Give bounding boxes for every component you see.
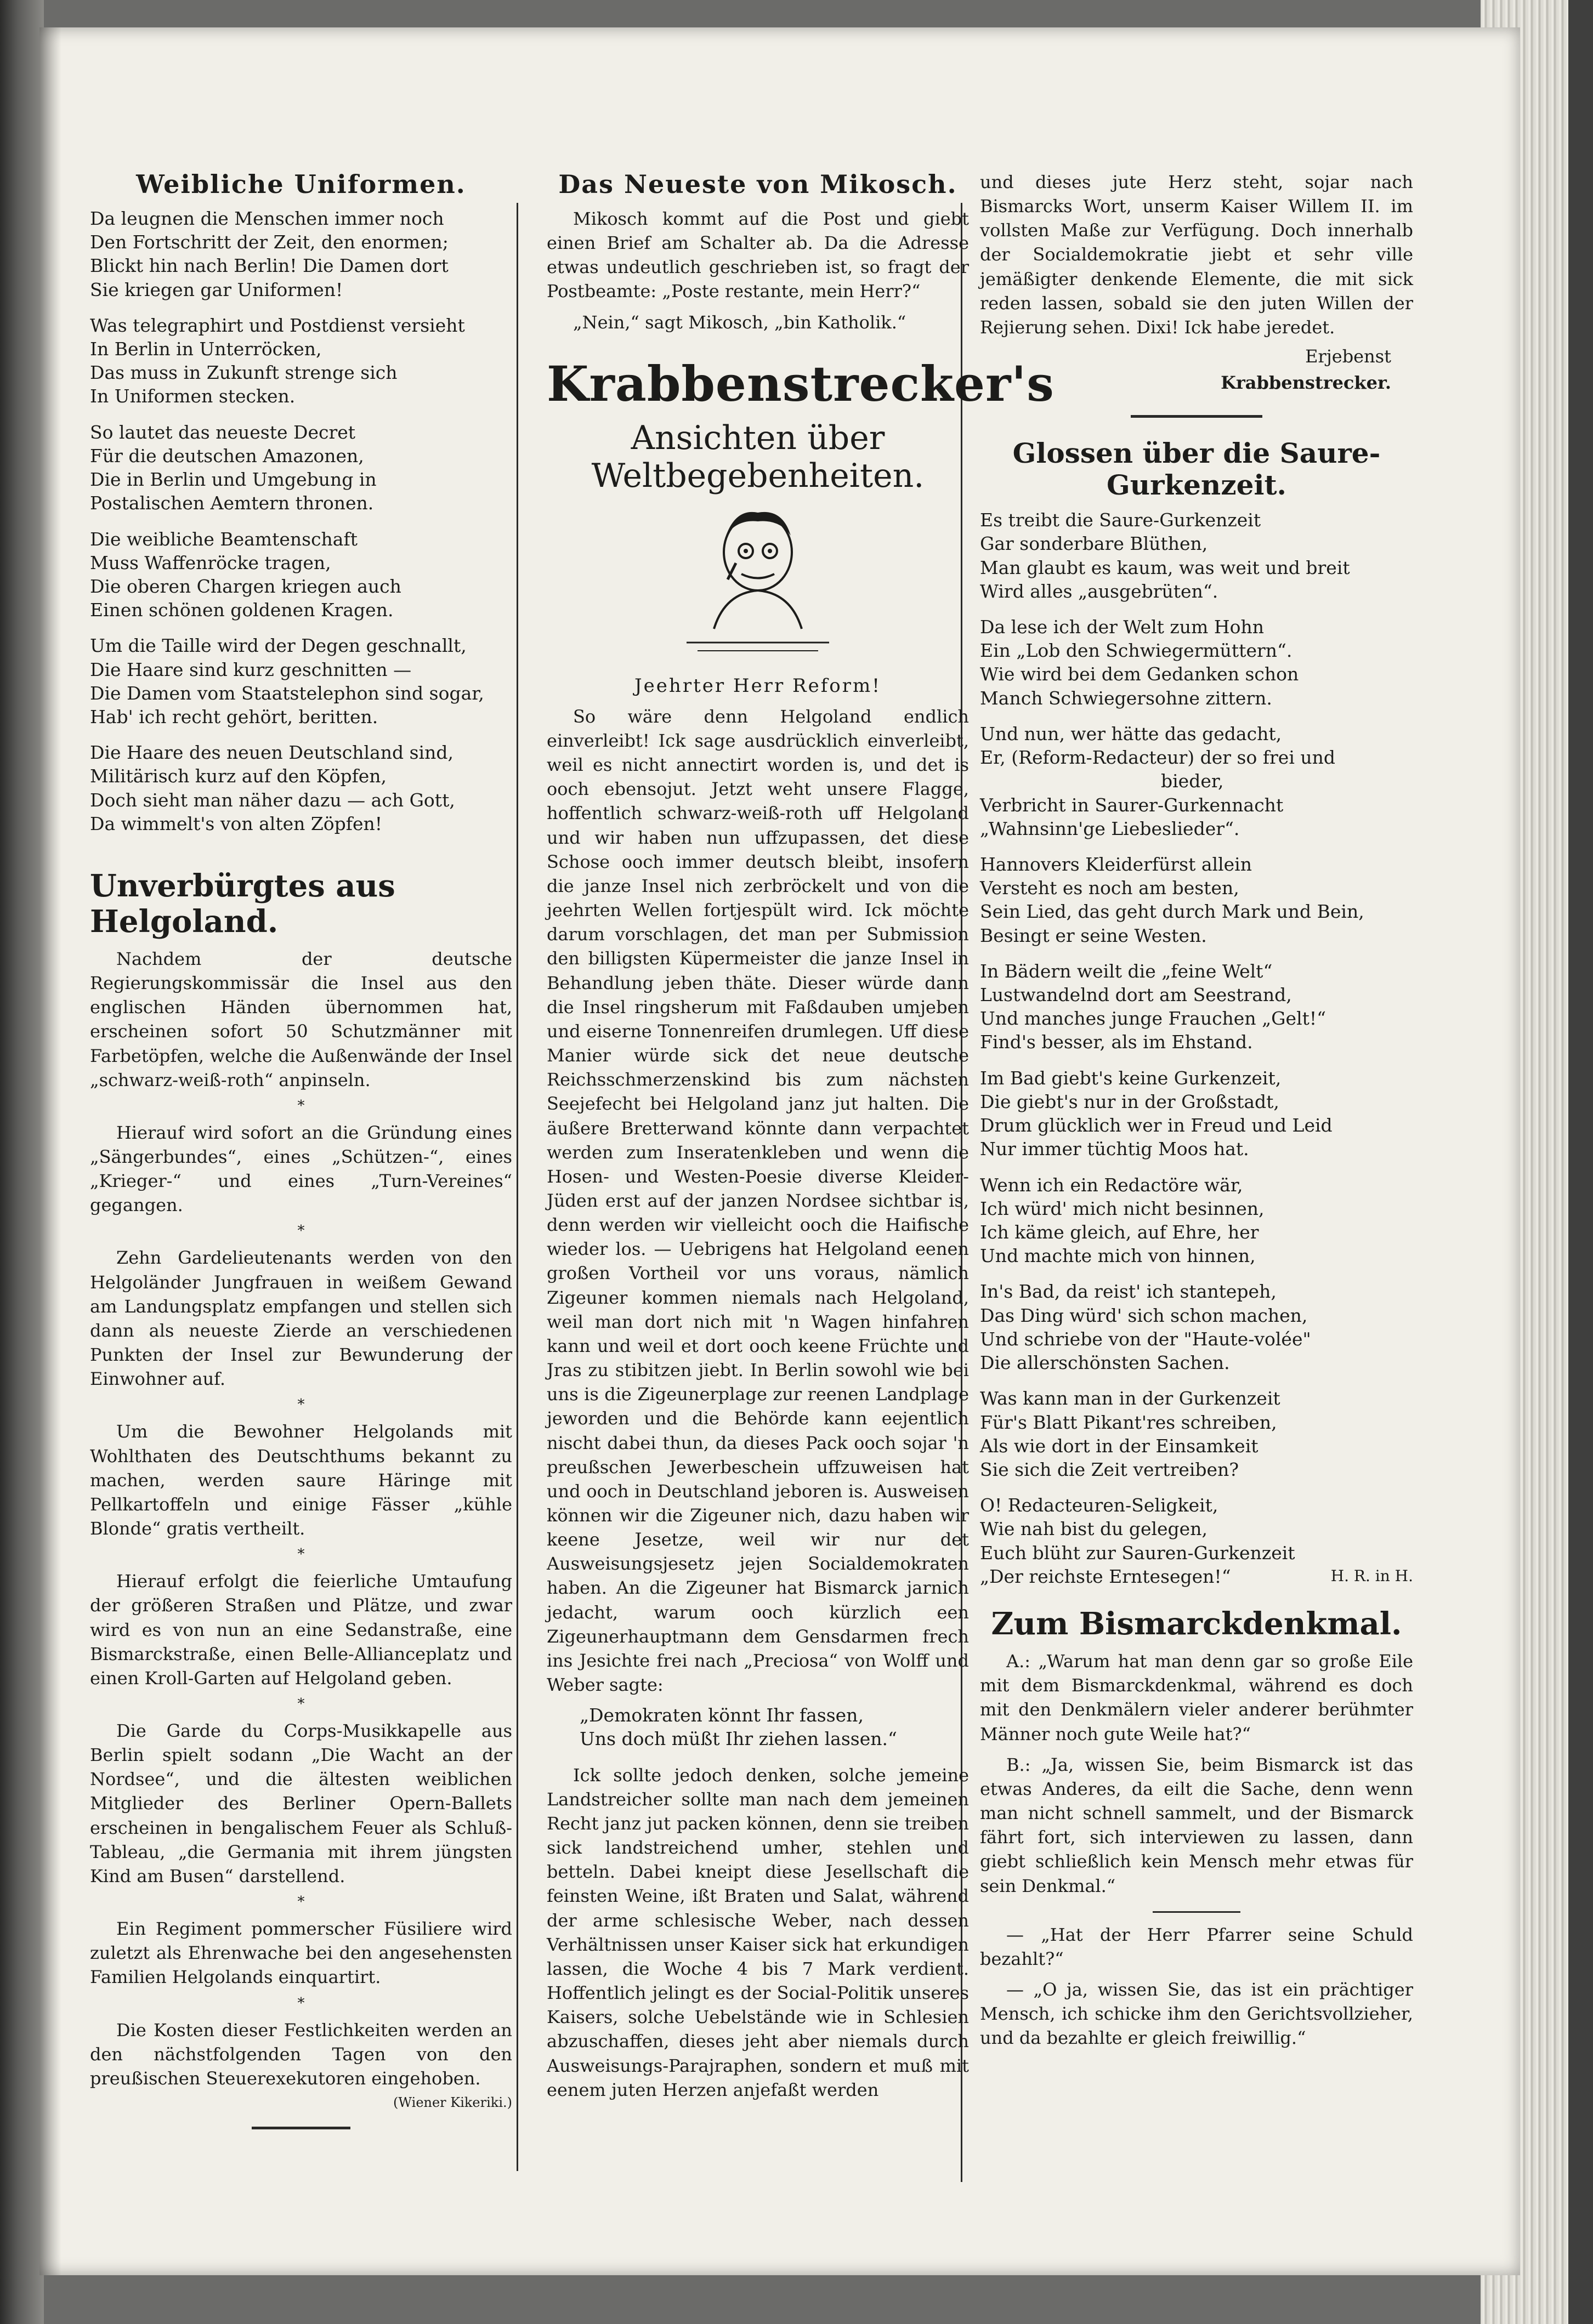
poem-stanza: [90, 527, 512, 622]
poem-line: Den Fortschritt der Zeit, den enormen;: [90, 231, 449, 253]
poem-line: Da wimmelt's von alten Zöpfen!: [90, 812, 383, 834]
poem-line: Er, (Reform-Redacteur) der so frei und: [980, 747, 1336, 769]
column-2: [547, 169, 1055, 2109]
poem-line: Hannovers Kleiderfürst allein: [980, 853, 1252, 875]
poem-line: Doch sieht man näher dazu — ach Gott,: [90, 789, 455, 811]
poem-line: Manch Schwiegersohne zittern.: [980, 687, 1272, 709]
poem-line: Verbricht in Saurer-Gurkennacht: [980, 794, 1284, 816]
helgoland-article: [90, 947, 512, 2090]
poem-stanza: [980, 1280, 1413, 1374]
letter-paragraph: Ick sollte jedoch denken, solche jemeine Landstreicher sollte man nach dem jemeinen Recht janz jut packen können, denn sie treiben sick landstreichend umher, stehlen und betteln. Dabei kneipt diese Jesellschaft die feinsten Weine, ißt Braten und Salat, während der arme schlesische Weber, nach dessen Verhältnissen unser Kaiser sick hat erkundigen lassen, die Woche 4 bis 7 Mark verdient. Hoffentlich jelingt es der Social-Politik unseres Kaisers, solche Uebelstände wie in Schlesien abzuschaffen, dieses jeht aber niemals durch Ausweisungs-Parajraphen, sondern et muß mit eenem juten Herzen anjefaßt werden: [547, 1764, 969, 2100]
letter-continuation: und dieses jute Herz steht, sojar nach Bismarcks Wort, unserm Kaiser Willem II. im vollsten Maße zur Verfügung. Doch innerhalb der Socialdemokratie jiebt et sehr ville jemäßigter denkende Elemente, die mit sick reden lassen, sobald sie den juten Willen der Rejierung sehen. Dixi! Ick habe jeredet.: [980, 172, 1413, 338]
poem-line: Es treibt die Saure-Gurkenzeit: [980, 509, 1261, 531]
poem-line: Militärisch kurz auf den Köpfen,: [90, 765, 387, 787]
poem-line: Ich käme gleich, auf Ehre, her: [980, 1221, 1259, 1243]
poem-line: Die giebt's nur in der Großstadt,: [980, 1090, 1279, 1112]
poem-line: Wird alles „ausgebrüten“.: [980, 580, 1218, 602]
divider-rule: [1153, 1911, 1240, 1913]
poem-line: Als wie dort in der Einsamkeit: [980, 1435, 1258, 1457]
poem-line: „Wahnsinn'ge Liebeslieder“.: [980, 817, 1240, 839]
bismarck-article: [980, 1649, 1413, 2050]
section-asterisk: *: [297, 1995, 305, 2012]
article-paragraph: Mikosch kommt auf die Post und giebt einen Brief am Schalter ab. Da die Adresse etwas undeutlich geschrieben ist, so fragt der Postbeamte: „Poste restante, mein Herr?“: [547, 208, 969, 302]
poem-line: Sie sich die Zeit vertreiben?: [980, 1458, 1239, 1480]
article-paragraph: „Nein,“ sagt Mikosch, „bin Katholik.“: [573, 311, 906, 333]
krabben-letter: [547, 704, 969, 2102]
article-paragraph: Zehn Gardelieutenants werden von den Helgoländer Jungfrauen in weißem Gewand am Landungsplatz empfangen und stellen sich dann als neueste Zierde an verschiedenen Punkten der Insel zur Bewunderung der Einwohner auf.: [90, 1247, 512, 1390]
dialog-paragraph: — „O ja, wissen Sie, das ist ein prächtiger Mensch, ich schicke ihm den Gerichtsvollzieher, und da bezahlte er gleich freiwillig.“: [980, 1979, 1413, 2049]
poem-line: Die Haare des neuen Deutschland sind,: [90, 742, 453, 764]
poem-stanza: [90, 207, 512, 302]
poem-line: Einen schönen goldenen Kragen.: [90, 599, 394, 621]
poem-line: Besingt er seine Westen.: [980, 924, 1207, 946]
poem-line: Und nun, wer hätte das gedacht,: [980, 723, 1282, 745]
letter-paragraph: So wäre denn Helgoland endlich einverleibt! Ick sage ausdrücklich einverleibt, weil es nicht annectirt worden is, und det is ooch ebensojut. Jetzt weht unsere Flagge, hoffentlich schwarz-weiß-roth uff Helgoland und wir haben nun uffzupassen, det diese Schose ooch immer deutsch bleibt, insofern die janze Insel nich zerbröckelt und von die jeehrten Wellen fortjespült wird. Ick möchte darum vorschlagen, det man per Submission den billigsten Küpermeister die janze Insel in Behandlung jeben thäte. Dieser würde dann die Insel ringsherum mit Faßdauben umjeben und eiserne Tonnenreifen drumlegen. Uff diese Manier würde sick det neue deutsche Reichsschmerzenskind bis zum nächsten Seejefecht bei Helgoland janz jut halten. Die äußere Bretterwand könnte dann verpachtet werden zum Inseratenkleben und wenn die Hosen- und Westen-Poesie diverse Kleider-Jüden erst auf der janzen Nordsee sichtbar is, denn werden wir vielleicht ooch die Haifische wieder los. — Uebrigens hat Helgoland eenen großen Vortheil vor uns voraus, nämlich Zigeuner kommen niemals nach Helgoland, weil man dort nich mit 'n Wagen hinfahren kann und weil et dort ooch keene Früchte und Jras zu stibitzen jiebt. In Berlin sowohl wie bei uns is die Zigeunerplage zur reenen Landplage jeworden und die Behörde kann eejentlich nischt dabei thun, da dieses Pack ooch sojar 'n preußschen Jewerbeschein uffzuweisen hat und ooch in Deutschland jeboren is. Ausweisen können wir die Zigeuner nich, dazu haben wir keene Jesetze, weil wir nur det Ausweisungsjesetz jejen Socialdemokraten haben. An die Zigeuner hat Bismarck jarnich jedacht, warum ooch kürzlich een Zigeunerhauptmann dem Gensdarmen frech ins Jesichte frei nach „Preciosa“ von Wolff und Weber sagte:: [547, 706, 969, 1696]
poem-line: Im Bad giebt's keine Gurkenzeit,: [980, 1067, 1282, 1089]
section-asterisk: *: [297, 1894, 305, 1911]
poem-line: Die allerschönsten Sachen.: [980, 1352, 1230, 1374]
article-paragraph: Die Kosten dieser Festlichkeiten werden an den nächstfolgenden Tagen von den preußischen Steuerexekutoren eingehoben.: [90, 2019, 512, 2089]
article-paragraph: Die Garde du Corps-Musikkapelle aus Berlin spielt sodann „Die Wacht an der Nordsee“, und die ältesten weiblichen Mitglieder des Berliner Opern-Ballets erscheinen in bengalischem Feuer als Schluß-Tableau, „die Germania mit ihrem jüngsten Kind am Busen“ darstellend.: [90, 1720, 512, 1887]
source-credit: (Wiener Kikeriki.): [393, 2095, 512, 2111]
article-paragraph: Ein Regiment pommerscher Füsiliere wird zuletzt als Ehrenwache bei den angesehensten Familien Helgolands einquartirt.: [90, 1918, 512, 1988]
poem-line: Die oberen Chargen kriegen auch: [90, 575, 401, 597]
poem-line: Wie nah bist du gelegen,: [980, 1518, 1207, 1540]
poem-line: Da lese ich der Welt zum Hohn: [980, 616, 1264, 638]
poem-line: So lautet das neueste Decret: [90, 421, 356, 443]
poem-line: Wie wird bei dem Gedanken schon: [980, 663, 1299, 685]
krabben-title: Krabbenstrecker's: [547, 355, 1055, 412]
poem-stanza: [980, 1493, 1413, 1587]
poem-line: Hab' ich recht gehört, beritten.: [90, 706, 378, 728]
caricature-illustration: [676, 503, 840, 662]
poem-line: In Uniformen stecken.: [90, 385, 296, 407]
section-asterisk: *: [297, 1396, 305, 1413]
article-paragraph: B.: „Ja, wissen Sie, beim Bismarck ist das etwas Anderes, da eilt die Sache, denn wenn man nicht schnell sammelt, und der Bismarck fährt fort, sich interviewen zu lassen, dann giebt schließlich kein Mensch mehr etwas für sein Denkmal.“: [980, 1754, 1413, 1896]
poem-stanza: [980, 1387, 1413, 1481]
poem-stanza: [90, 741, 512, 836]
poem-stanza: [980, 959, 1413, 1054]
divider-rule: [1131, 415, 1262, 418]
column-3: [980, 170, 1413, 2056]
glossen-poem: [980, 508, 1413, 1587]
poem-line: O! Redacteuren-Seligkeit,: [980, 1495, 1218, 1516]
poem-line: Die Damen vom Staatstelephon sind sogar,: [90, 682, 484, 704]
poem-line: Gar sonderbare Blüthen,: [980, 533, 1208, 555]
poem-line: Find's besser, als im Ehstand.: [980, 1031, 1253, 1053]
article-paragraph: Nachdem der deutsche Regierungskommissär die Insel aus den englischen Händen übernommen hat, erscheinen sofort 50 Schutzmänner mit Farbetöpfen, welche die Außenwände der Insel „schwarz-weiß-roth“ anpinseln.: [90, 948, 512, 1090]
poem-stanza: [980, 722, 1413, 840]
poem-line: In Berlin in Unterröcken,: [90, 338, 322, 360]
section-asterisk: *: [297, 1223, 305, 1240]
poem-line: bieder,: [1161, 770, 1224, 792]
poem-line: Versteht es noch am besten,: [980, 877, 1239, 899]
poem-stanza: [980, 1173, 1413, 1268]
poem-line: Das muss in Zukunft strenge sich: [90, 362, 398, 384]
bismarck-title: Zum Bismarckdenkmal.: [991, 1605, 1402, 1642]
poem-stanza: [980, 1066, 1413, 1161]
section-asterisk: *: [297, 1097, 305, 1114]
poem-line: Ein „Lob den Schwiegermüttern“.: [980, 640, 1292, 662]
poem-line: Für's Blatt Pikant'res schreiben,: [980, 1411, 1277, 1433]
poem-line: Blickt hin nach Berlin! Die Damen dort: [90, 255, 449, 277]
poem-line: Drum glücklich wer in Freud und Leid: [980, 1115, 1333, 1137]
poem-line: Und manches junge Frauchen „Gelt!“: [980, 1008, 1326, 1030]
poem-line: Lustwandelnd dort am Seestrand,: [980, 984, 1292, 1006]
helgoland-title: Unverbürgtes aus Helgoland.: [90, 868, 395, 940]
scan-right-border: [1568, 0, 1593, 2324]
verse-quote: [547, 1703, 969, 1751]
mikosch-article: [547, 207, 969, 334]
section-asterisk: *: [297, 1695, 305, 1712]
column-rule-1: [517, 203, 518, 2171]
poem-line: Euch blüht zur Sauren-Gurkenzeit: [980, 1542, 1295, 1564]
poem-line: Und schriebe von der "Haute-volée": [980, 1328, 1311, 1350]
column-1: [90, 170, 512, 2149]
krabben-subtitle: Ansichten über Weltbegebenheiten.: [591, 418, 925, 495]
poem-line: Da leugnen die Menschen immer noch: [90, 207, 444, 229]
poem-line: Sein Lied, das geht durch Mark und Bein,: [980, 901, 1364, 923]
poem-stanza: [980, 615, 1413, 710]
newspaper-page: [39, 27, 1520, 2275]
section-asterisk: *: [297, 1546, 305, 1563]
uniformen-poem: [90, 207, 512, 836]
poem-stanza: [90, 634, 512, 729]
mikosch-title: Das Neueste von Mikosch.: [558, 169, 957, 199]
poem-stanza: [980, 508, 1413, 603]
poem-line: Die in Berlin und Umgebung in: [90, 469, 377, 491]
poem-line: In Bädern weilt die „feine Welt“: [980, 960, 1273, 982]
poem-line: Die weibliche Beamtenschaft: [90, 528, 358, 550]
dialog-paragraph: — „Hat der Herr Pfarrer seine Schuld bezahlt?“: [980, 1924, 1413, 1969]
poem-stanza: [980, 853, 1413, 947]
poem-line: Sie kriegen gar Uniformen!: [90, 279, 343, 300]
glossen-title: Glossen über die Saure-Gurkenzeit.: [1012, 437, 1381, 501]
poem-line: Postalischen Aemtern thronen.: [90, 492, 374, 514]
poem-line: Muss Waffenröcke tragen,: [90, 552, 331, 573]
poem-initials: H. R. in H.: [1330, 1567, 1413, 1586]
quote-line: „Demokraten könnt Ihr fassen,: [580, 1704, 864, 1726]
letter-signature: Krabbenstrecker.: [1221, 372, 1391, 394]
poem-line: Man glaubt es kaum, was weit und breit: [980, 556, 1350, 578]
poem-line: Die Haare sind kurz geschnitten —: [90, 658, 412, 680]
letter-closing: Erjebenst: [1305, 346, 1391, 367]
quote-line: Uns doch müßt Ihr ziehen lassen.“: [580, 1728, 897, 1750]
letter-greeting: Jeehrter Herr Reform!: [634, 674, 881, 697]
article-paragraph: A.: „Warum hat man denn gar so große Eile mit dem Bismarckdenkmal, während es doch mit den Denkmälern vieler anderer berühmter Männer noch gute Weile hat?“: [980, 1651, 1413, 1745]
poem-line: In's Bad, da reist' ich stantepeh,: [980, 1281, 1277, 1303]
poem-stanza: [90, 314, 512, 408]
poem-stanza: [90, 421, 512, 515]
poem-line: Wenn ich ein Redactöre wär,: [980, 1174, 1243, 1196]
scan-binding-edge: [0, 0, 44, 2324]
poem-line: Nur immer tüchtig Moos hat.: [980, 1138, 1249, 1160]
article-paragraph: Um die Bewohner Helgolands mit Wohlthaten des Deutschthums bekannt zu machen, werden saure Häringe mit Pellkartoffeln und einige Fässer „kühle Blonde“ gratis vertheilt.: [90, 1421, 512, 1539]
poem-line: Um die Taille wird der Degen geschnallt,: [90, 635, 467, 657]
article-paragraph: Hierauf wird sofort an die Gründung eines „Sängerbundes“, eines „Schützen-“, eines „Krieger-“ und eines „Turn-Vereines“ gegangen.: [90, 1122, 512, 1216]
poem-line: Was kann man in der Gurkenzeit: [980, 1388, 1280, 1410]
article-paragraph: Hierauf erfolgt die feierliche Umtaufung der größeren Straßen und Plätze, und zwar wird es von nun an eine Sedanstraße, eine Bismarckstraße, einen Belle-Allianceplatz und einen Kroll-Garten auf Helgoland geben.: [90, 1571, 512, 1689]
poem-line: Was telegraphirt und Postdienst versieht: [90, 314, 465, 336]
poem-line: „Der reichste Erntesegen!“: [980, 1565, 1231, 1587]
end-rule-1: [252, 2127, 350, 2129]
poem-line: Das Ding würd' sich schon machen,: [980, 1304, 1308, 1326]
poem-line: Und machte mich von hinnen,: [980, 1245, 1256, 1267]
poem-line: Ich würd' mich nicht besinnen,: [980, 1197, 1265, 1219]
poem-line: Für die deutschen Amazonen,: [90, 445, 364, 467]
uniformen-title: Weibliche Uniformen.: [136, 169, 466, 199]
